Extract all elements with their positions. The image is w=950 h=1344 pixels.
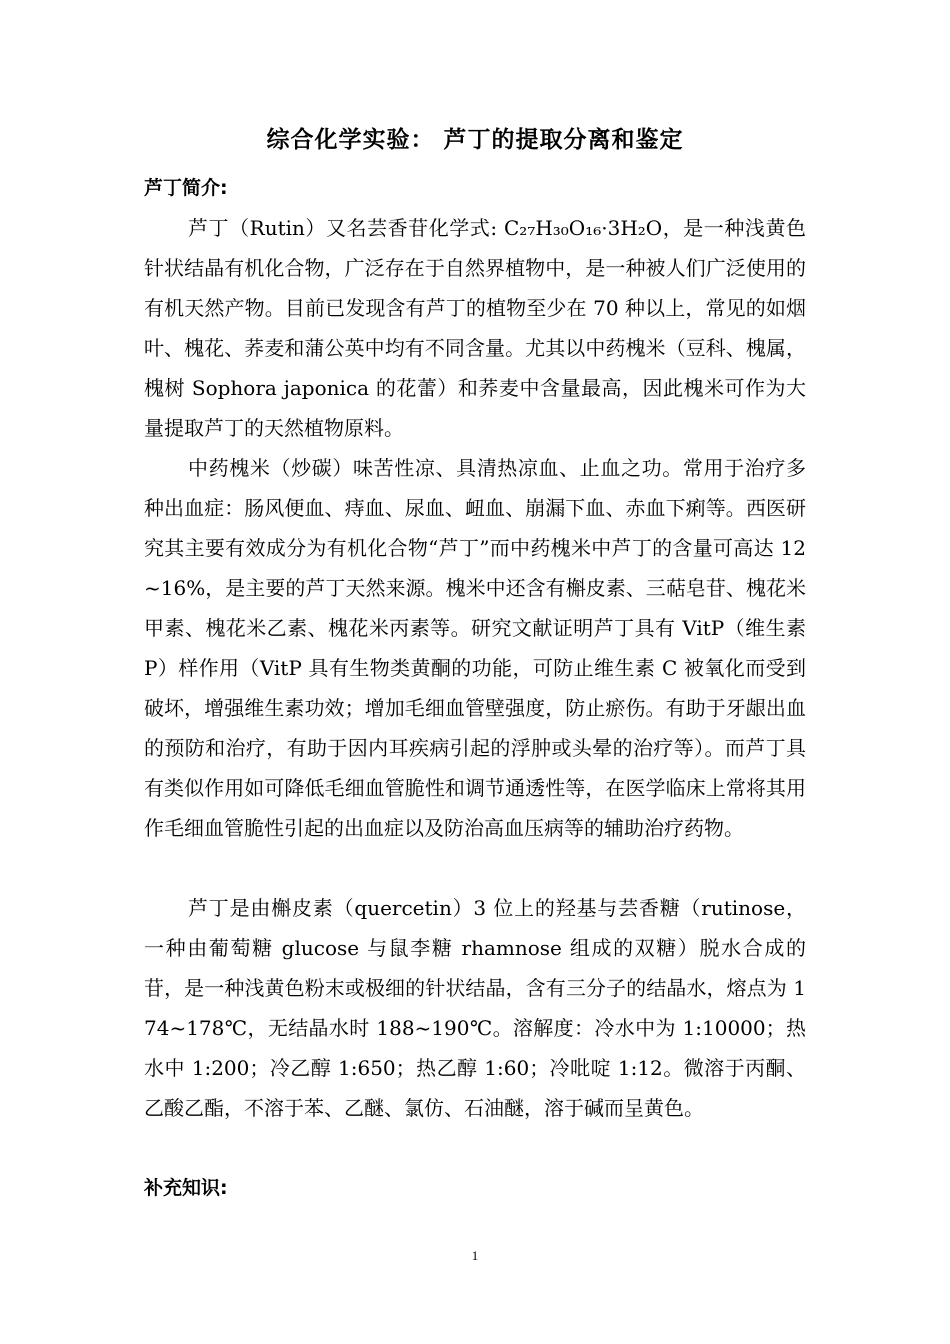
paragraph-rutin-definition: 芦丁（Rutin）又名芸香苷化学式: C₂₇H₃₀O₁₆·3H₂O，是一种浅黄色针状结晶有机化合物，广泛存在于自然界植物中，是一种被人们广泛使用的有机天然产物。目前已发现含有芦丁的植物至少在 70 种以上，常见的如烟叶、槐花、荞麦和蒲公英中均有不同含量。尤其以中药槐米（豆科、槐属，槐树 Sophora japonica 的花蕾）和荞麦中含量最高，因此槐米可作为大量提取芦丁的天然植物原料。 [144,216,806,440]
page-number: 1 [471,1248,479,1263]
section-heading-supplement: 补充知识: [144,1177,228,1199]
document-title: 综合化学实验： 芦丁的提取分离和鉴定 [266,127,684,153]
section-heading-rutin-intro: 芦丁简介: [144,177,228,199]
paragraph-rutin-properties: 芦丁是由槲皮素（quercetin）3 位上的羟基与芸香糖（rutinose，一种由葡萄糖 glucose 与鼠李糖 rhamnose 组成的双糖）脱水合成的苷，是一种浅黄色粉末或极细的针状结晶，含有三分子的结晶水，熔点为 174~178℃，无结晶水时 188~190℃。溶解度：冷水中为 1:10000；热水中 1:200；冷乙醇 1:650；热乙醇 1:60；冷吡啶 1:12。微溶于丙酮、乙酸乙酯，不溶于苯、乙醚、氯仿、石油醚，溶于碱而呈黄色。 [144,896,806,1120]
paragraph-sophora-medicinal-use: 中药槐米（炒碳）味苦性凉、具清热凉血、止血之功。常用于治疗多种出血症：肠风便血、痔血、尿血、衄血、崩漏下血、赤血下痢等。西医研究其主要有效成分为有机化合物“芦丁”而中药槐米中芦丁的含量可高达 12~16%，是主要的芦丁天然来源。槐米中还含有槲皮素、三萜皂苷、槐花米甲素、槐花米乙素、槐花米丙素等。研究文献证明芦丁具有 VitP（维生素 P）样作用（VitP 具有生物类黄酮的功能，可防止维生素 C 被氧化而受到破坏，增强维生素功效；增加毛细血管壁强度，防止瘀伤。有助于牙龈出血的预防和治疗，有助于因内耳疾病引起的浮肿或头晕的治疗等）。而芦丁具有类似作用如可降低毛细血管脆性和调节通透性等，在医学临床上常将其用作毛细血管脆性引起的出血症以及防治高血压病等的辅助治疗药物。 [144,456,806,840]
